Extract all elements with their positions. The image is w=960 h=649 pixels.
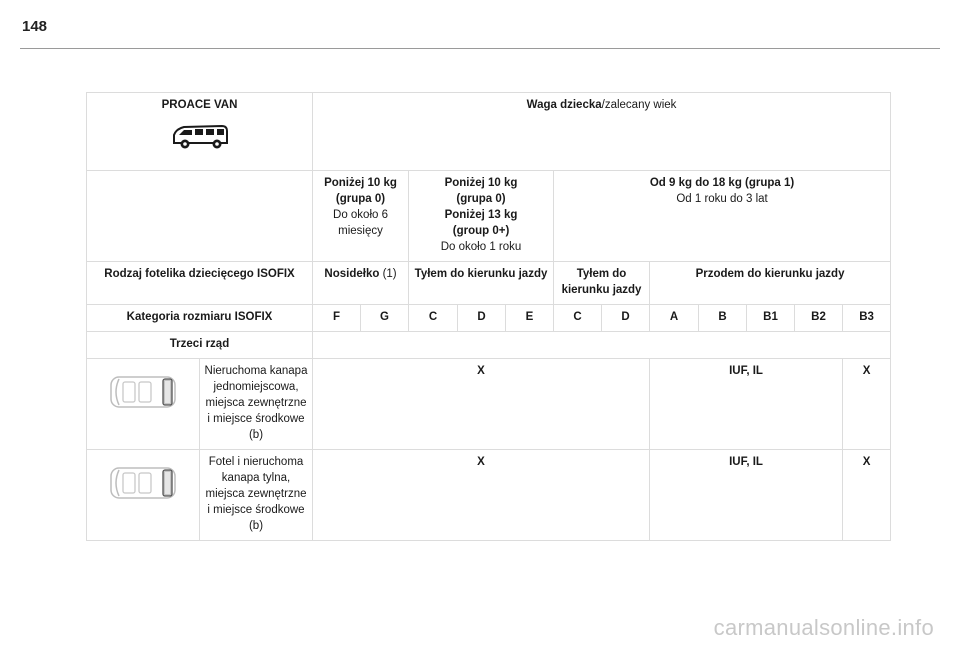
rear-value: X	[313, 359, 650, 450]
van-icon	[170, 123, 230, 151]
rear-value: X	[313, 450, 650, 541]
weight-header-rest: /zalecany wiek	[601, 99, 677, 111]
size-class-cell: A	[650, 305, 699, 332]
third-row-label: Trzeci rząd	[87, 332, 313, 359]
vehicle-name: PROACE VAN	[161, 99, 238, 111]
group-0plus-weight-2: Poniżej 13 kg	[444, 209, 518, 221]
group-0plus-label-2: (group 0+)	[452, 225, 510, 237]
size-class-row	[87, 305, 891, 332]
group-0plus-age: Do około 1 roku	[440, 241, 522, 253]
seat-description: Nieruchoma kanapa jednomiejscowa, miejsca zewnętrzne i miejsce środkowe (b)	[200, 359, 313, 450]
rearward-cell-1: Tyłem do kierunku jazdy	[409, 262, 554, 305]
forward-cell: Przodem do kierunku jazdy	[650, 262, 891, 305]
b3-value: X	[843, 450, 891, 541]
rearward-cell-2: Tyłem do kierunku jazdy	[554, 262, 650, 305]
vehicle-cell	[87, 93, 313, 171]
forward-value: IUF, IL	[650, 450, 843, 541]
size-class-cell: B	[699, 305, 747, 332]
seat-type-row	[87, 262, 891, 305]
group-0plus-weight-1: Poniżej 10 kg	[444, 177, 518, 189]
groups-row	[87, 171, 891, 262]
weight-header-bold: Waga dziecka	[526, 99, 602, 111]
seat-row	[87, 359, 891, 450]
group-1-weight: Od 9 kg do 18 kg (grupa 1)	[649, 177, 795, 189]
seat-position-icon	[109, 464, 177, 502]
seat-type-label: Rodzaj fotelika dziecięcego ISOFIX	[87, 262, 313, 305]
size-class-cell: G	[361, 305, 409, 332]
size-class-cell: B3	[843, 305, 891, 332]
header-rule	[20, 48, 940, 49]
size-class-cell: C	[409, 305, 458, 332]
group-0-age: Do około 6 miesięcy	[333, 209, 388, 237]
carrycot-note: (1)	[379, 268, 397, 280]
size-class-cell: F	[313, 305, 361, 332]
weight-header-cell	[313, 93, 891, 171]
empty-cell	[87, 171, 313, 262]
b3-value: X	[843, 359, 891, 450]
seat-position-icon	[109, 373, 177, 411]
empty-cell	[313, 332, 891, 359]
page-number: 148	[22, 18, 48, 35]
seat-description: Fotel i nieruchoma kanapa tylna, miejsca zewnętrzne i miejsce środkowe (b)	[200, 450, 313, 541]
third-row-header	[87, 332, 891, 359]
group-1-cell	[554, 171, 891, 262]
size-class-cell: D	[602, 305, 650, 332]
group-1-age: Od 1 roku do 3 lat	[676, 193, 768, 205]
header-row	[87, 93, 891, 171]
watermark: carmanualsonline.info	[713, 615, 934, 640]
size-class-cell: B1	[747, 305, 795, 332]
seat-row	[87, 450, 891, 541]
seat-diagram-cell	[87, 450, 200, 541]
size-class-cell: B2	[795, 305, 843, 332]
group-0plus-cell	[409, 171, 554, 262]
carrycot-cell	[313, 262, 409, 305]
group-0plus-label-1: (grupa 0)	[456, 193, 506, 205]
group-0-weight: Poniżej 10 kg	[324, 177, 397, 189]
forward-value: IUF, IL	[650, 359, 843, 450]
carrycot-label: Nosidełko	[324, 268, 380, 280]
size-class-cell: D	[458, 305, 506, 332]
seat-diagram-cell	[87, 359, 200, 450]
size-class-label: Kategoria rozmiaru ISOFIX	[87, 305, 313, 332]
size-class-cell: E	[506, 305, 554, 332]
group-0-cell	[313, 171, 409, 262]
group-0-label: (grupa 0)	[335, 193, 386, 205]
isofix-table	[86, 92, 891, 541]
size-class-cell: C	[554, 305, 602, 332]
